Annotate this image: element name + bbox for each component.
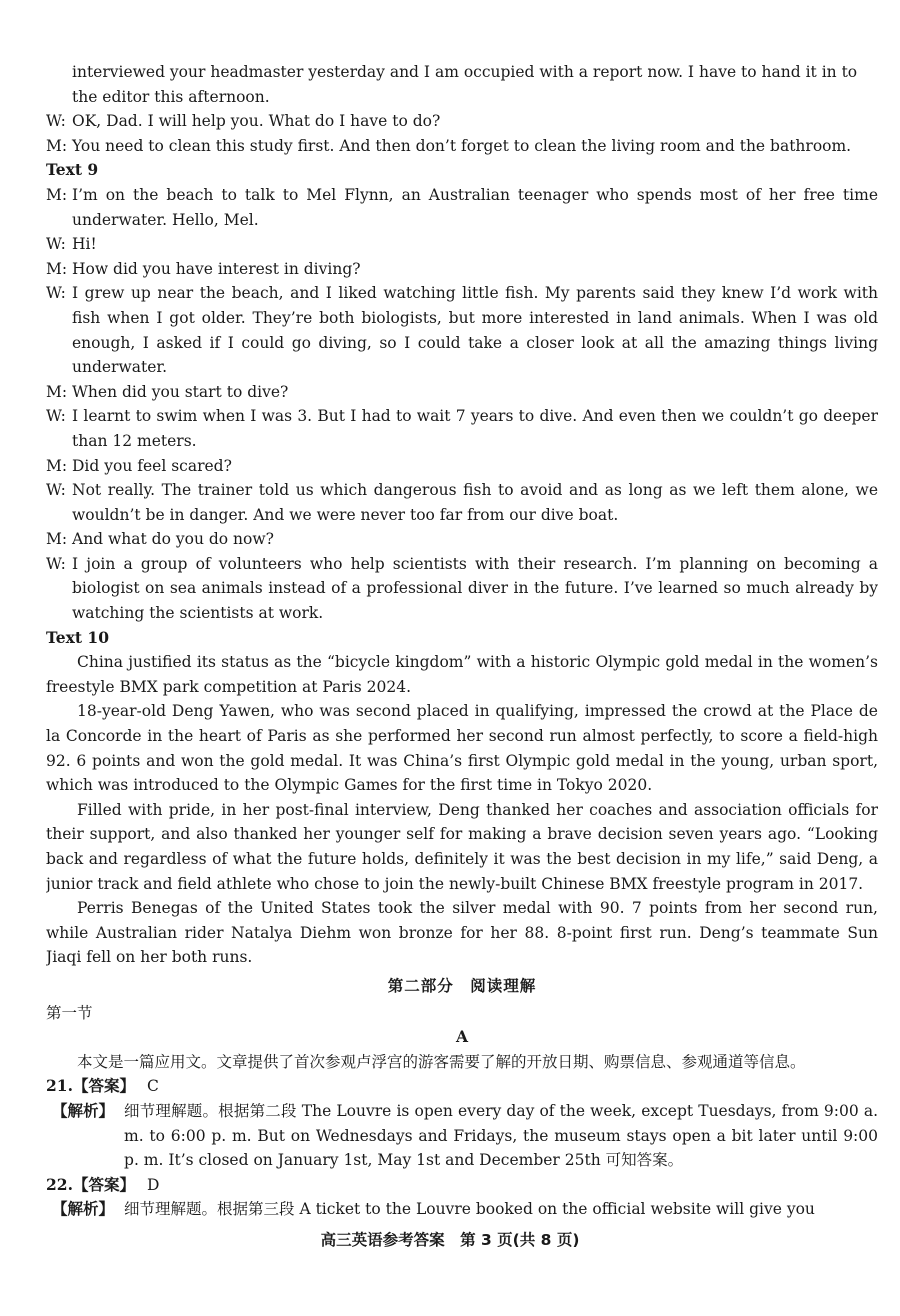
- answer-number: 21.【答案】: [46, 1076, 135, 1096]
- speaker-label: W:: [46, 112, 66, 131]
- dialogue-line: [46, 281, 878, 379]
- text10-section: [46, 626, 878, 970]
- speaker-label: M:: [46, 259, 68, 278]
- dialogue-text: I learnt to swim when I was 3. But I had to wait 7 years to dive. And even then we couldn’t go deeper than 12 meters.: [72, 407, 878, 450]
- answer-choice: C: [146, 1077, 159, 1096]
- dialogue-line: [46, 232, 878, 257]
- answer-choice: D: [146, 1175, 160, 1194]
- answer-number: 22.【答案】: [46, 1174, 135, 1194]
- dialogue-text: Not really. The trainer told us which dangerous fish to avoid and as long as we left them alone, we wouldn’t be in danger. And we were never too far from our dive boat.: [72, 481, 878, 524]
- answer-line: [46, 1074, 878, 1099]
- passage-label: A: [455, 1027, 469, 1047]
- page-footer: 高三英语参考答案 第 3 页(共 8 页): [320, 1231, 580, 1249]
- dialogue-text: And what do you do now?: [72, 530, 274, 549]
- explanation-text: 细节理解题。根据第二段 The Louvre is open every day of the week, except Tuesdays, from 9:00 a. m. to 6:00 p. m. But on Wednesdays and Fridays, the museum stays open a bit later until 9:00 p. m. It’s closed on January 1st, May 1st and December 25th 可知答案。: [124, 1101, 878, 1170]
- part-two-title: 第二部分 阅读理解: [387, 976, 537, 995]
- dialogue-line: [46, 552, 878, 626]
- dialogue-line: [46, 109, 878, 134]
- text10-heading: Text 10: [46, 627, 109, 647]
- dialogue-text: I’m on the beach to talk to Mel Flynn, an Australian teenager who spends most of her free time underwater. Hello, Mel.: [72, 185, 878, 229]
- dialogue-line: [46, 454, 878, 479]
- speaker-label: W:: [46, 481, 66, 500]
- dialogue-line: [46, 404, 878, 453]
- explanation: [46, 1099, 878, 1173]
- dialogue-text: I join a group of volunteers who help scientists with their research. I’m planning on becoming a biologist on sea animals instead of a professional diver in the future. I’ve learned so much already by watching the scientists at work.: [72, 554, 878, 623]
- dialogue-line: [46, 478, 878, 527]
- passage-summary: 本文是一篇应用文。文章提供了首次参观卢浮宫的游客需要了解的开放日期、购票信息、参观通道等信息。: [77, 1052, 806, 1071]
- explanation-label: 【解析】: [52, 1199, 115, 1219]
- dialogue-line: [46, 257, 878, 282]
- answer-key-page: [46, 60, 878, 1300]
- section-one-label: 第一节: [46, 1003, 93, 1022]
- speaker-label: W:: [46, 407, 66, 426]
- text8-continuation: [46, 60, 878, 158]
- dialogue-text: How did you have interest in diving?: [72, 259, 361, 278]
- dialogue-line: [46, 527, 878, 552]
- text10-paragraph: Perris Benegas of the United States took the silver medal with 90. 7 points from her second run, while Australian rider Natalya Diehm won bronze for her 88. 8-point first run. Deng’s teammate Sun Jiaqi fell on her both runs.: [46, 899, 878, 967]
- dialogue-line: [46, 183, 878, 232]
- dialogue-line: [46, 380, 878, 405]
- reading-section: [46, 974, 878, 1222]
- dialogue-text: OK, Dad. I will help you. What do I have to do?: [72, 112, 441, 131]
- explanation-text: 细节理解题。根据第三段 A ticket to the Louvre booked on the official website will give you: [124, 1200, 815, 1219]
- dialogue-text: Hi!: [72, 235, 97, 254]
- dialogue-text: Did you feel scared?: [72, 456, 232, 475]
- speaker-label: W:: [46, 235, 66, 254]
- dialogue-text: I grew up near the beach, and I liked watching little fish. My parents said they knew I’d work with fish when I got older. They’re both biologists, but more interested in land animals. When I was old enough, I asked if I could go diving, so I could take a closer look at all the amazing things living underwater.: [72, 284, 878, 377]
- answer-line: [46, 1173, 878, 1198]
- explanation-label: 【解析】: [52, 1100, 115, 1120]
- text9-heading: Text 9: [46, 160, 99, 180]
- dialogue-text: You need to clean this study first. And then don’t forget to clean the living room and the bathroom.: [72, 136, 852, 155]
- speaker-label: M:: [46, 456, 68, 475]
- text8-intro-line: interviewed your headmaster yesterday and I am occupied with a report now. I have to hand it in to the editor this afternoon.: [72, 63, 858, 106]
- speaker-label: M:: [46, 382, 68, 401]
- text10-paragraph: 18-year-old Deng Yawen, who was second placed in qualifying, impressed the crowd at the Place de la Concorde in the heart of Paris as she performed her second run almost perfectly, to score a field-high 92. 6 points and won the gold medal. It was China’s first Olympic gold medal in the young, urban sport, which was introduced to the Olympic Games for the first time in Tokyo 2020.: [46, 702, 878, 795]
- dialogue-text: When did you start to dive?: [72, 382, 289, 401]
- speaker-label: M:: [46, 136, 68, 155]
- text9-section: [46, 158, 878, 625]
- speaker-label: W:: [46, 284, 66, 303]
- speaker-label: M:: [46, 185, 68, 204]
- text10-paragraph: Filled with pride, in her post-final interview, Deng thanked her coaches and association officials for their support, and also thanked her younger self for making a brave decision seven years ago. “Looking back and regardless of what the future holds, definitely it was the best decision in my life,” said Deng, a junior track and field athlete who chose to join the newly-built Chinese BMX freestyle program in 2017.: [46, 800, 878, 893]
- text10-paragraph: China justified its status as the “bicycle kingdom” with a historic Olympic gold medal in the women’s freestyle BMX park competition at Paris 2024.: [46, 653, 878, 696]
- speaker-label: W:: [46, 554, 66, 573]
- speaker-label: M:: [46, 530, 68, 549]
- explanation: [46, 1197, 878, 1222]
- dialogue-line: [46, 134, 878, 159]
